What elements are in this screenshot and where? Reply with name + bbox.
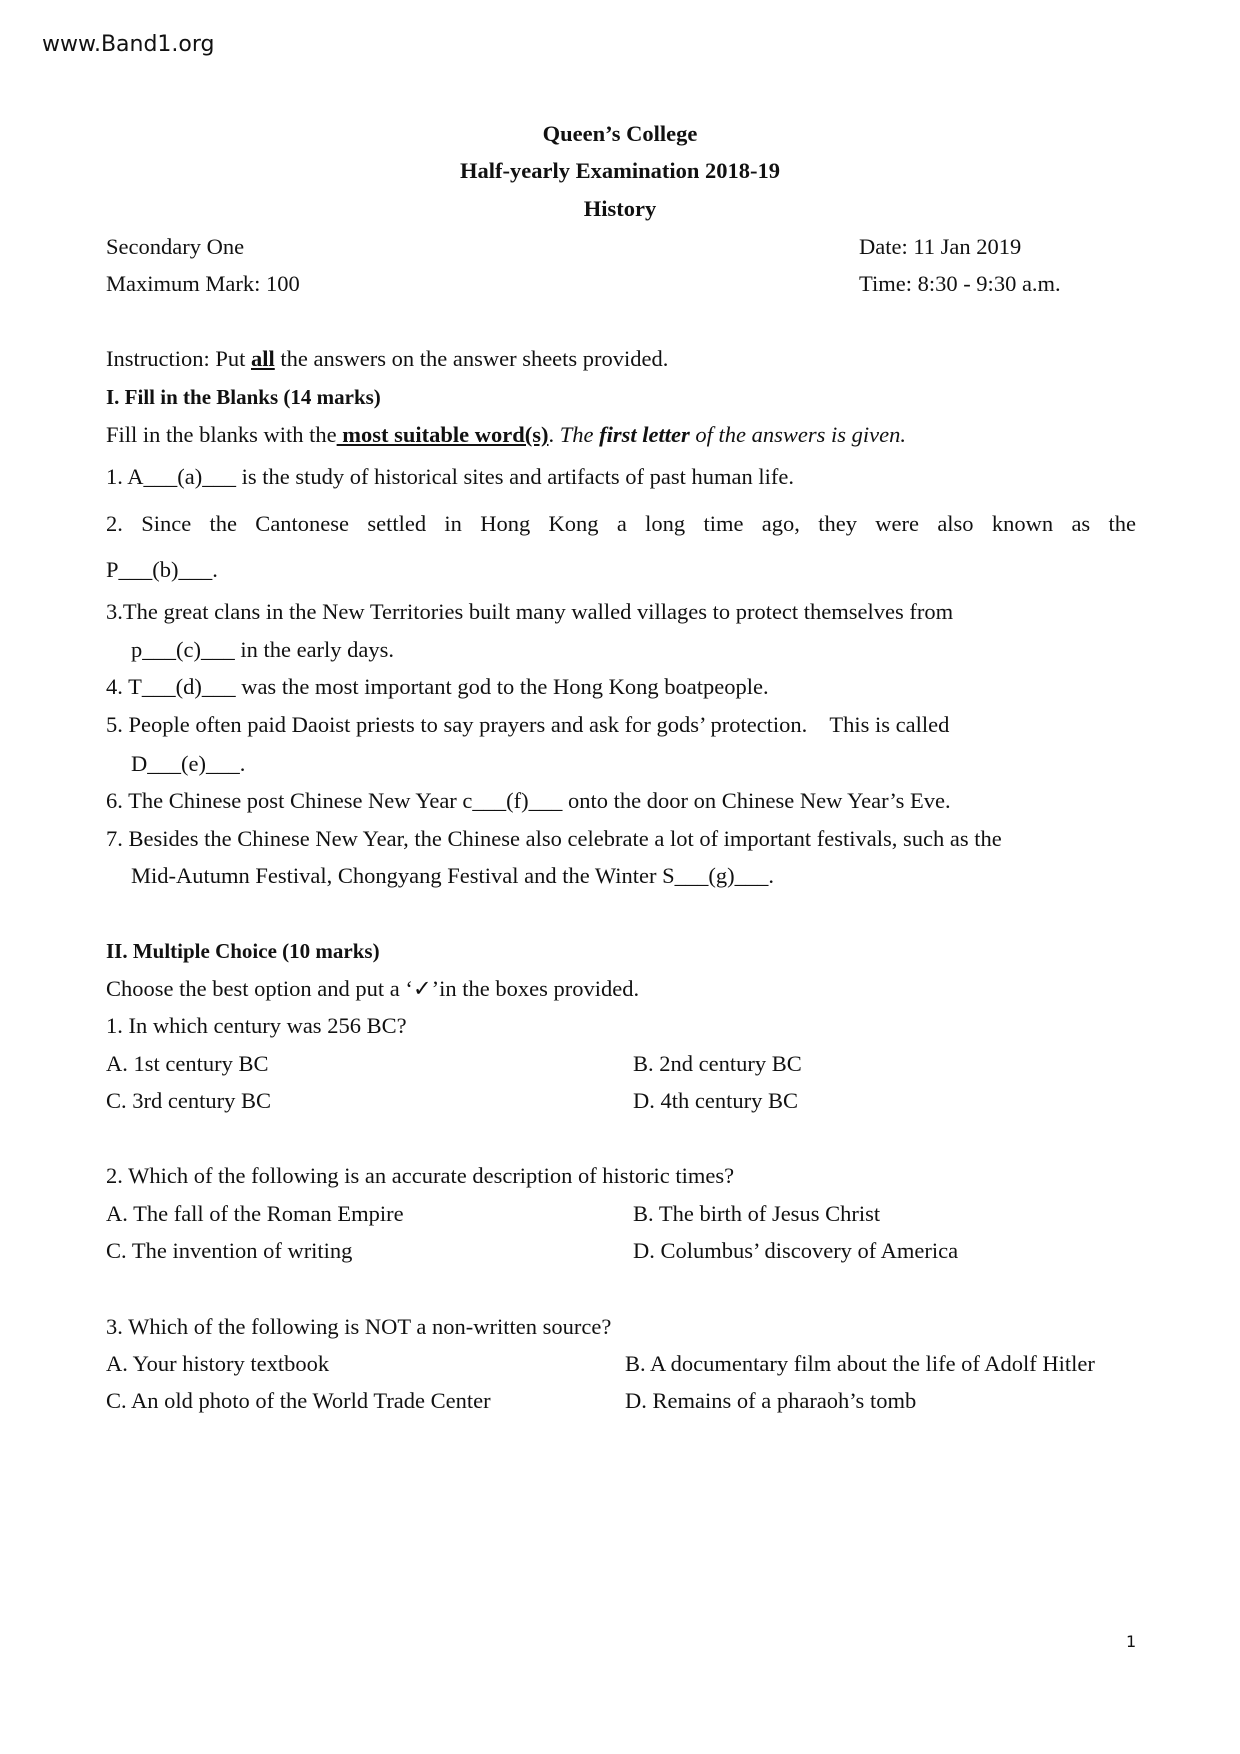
mc-option-c: C. 3rd century BC <box>106 1088 271 1113</box>
instruction-text: Instruction: Put <box>106 346 251 371</box>
mc-option-d: D. Columbus’ discovery of America <box>633 1238 959 1263</box>
fill-question-2-cont: P___(b)___. <box>106 557 218 582</box>
mc-option-a: A. The fall of the Roman Empire <box>106 1201 404 1226</box>
mc-question-3: 3. Which of the following is NOT a non-written source? <box>106 1314 612 1339</box>
desc-text: Fill in the blanks with the <box>106 422 337 447</box>
mc-option-a: A. 1st century BC <box>106 1051 269 1076</box>
fill-question-1: 1. A___(a)___ is the study of historical sites and artifacts of past human life. <box>106 464 794 489</box>
section1-description <box>106 424 906 447</box>
fill-question-7: 7. Besides the Chinese New Year, the Chinese also celebrate a lot of important festivals, such as the <box>106 826 1002 851</box>
instruction-text: the answers on the answer sheets provided. <box>274 346 669 371</box>
form-level: Secondary One <box>106 234 245 259</box>
mc-option-b: B. A documentary film about the life of Adolf Hitler <box>625 1351 1095 1376</box>
instruction <box>106 348 668 371</box>
fill-question-4: 4. T___(d)___ was the most important god to the Hong Kong boatpeople. <box>106 674 769 699</box>
fill-question-3: 3.The great clans in the New Territories built many walled villages to protect themselves from <box>106 599 954 624</box>
mc-question-2: 2. Which of the following is an accurate description of historic times? <box>106 1163 735 1188</box>
exam-date: Date: 11 Jan 2019 <box>859 234 1022 259</box>
desc-text: . <box>548 422 560 447</box>
fill-question-7-cont: Mid-Autumn Festival, Chongyang Festival and the Winter S___(g)___. <box>131 863 774 888</box>
mc-option-b: B. The birth of Jesus Christ <box>633 1201 881 1226</box>
page-number: 1 <box>1126 1632 1137 1651</box>
desc-emphasis: most suitable word(s) <box>336 422 549 447</box>
max-mark: Maximum Mark: 100 <box>106 271 300 296</box>
exam-title: Half-yearly Examination 2018-19 <box>460 158 780 183</box>
school-name: Queen’s College <box>542 121 698 146</box>
mc-option-a: A. Your history textbook <box>106 1351 330 1376</box>
mc-option-b: B. 2nd century BC <box>633 1051 802 1076</box>
mc-option-d: D. 4th century BC <box>633 1088 798 1113</box>
watermark: www.Band1.org <box>42 32 215 57</box>
mc-option-c: C. An old photo of the World Trade Center <box>106 1388 491 1413</box>
section1-title: I. Fill in the Blanks (14 marks) <box>106 385 381 409</box>
desc-italic: The <box>559 422 600 447</box>
section2-description: Choose the best option and put a ‘✓’in the boxes provided. <box>106 976 640 1001</box>
fill-question-6: 6. The Chinese post Chinese New Year c___(f)___ onto the door on Chinese New Year’s Eve. <box>106 788 951 813</box>
exam-time: Time: 8:30 - 9:30 a.m. <box>859 271 1061 296</box>
fill-question-5-cont: D___(e)___. <box>131 751 246 776</box>
fill-question-3-cont: p___(c)___ in the early days. <box>131 637 395 662</box>
instruction-emphasis: all <box>251 346 275 371</box>
mc-option-d: D. Remains of a pharaoh’s tomb <box>625 1388 917 1413</box>
fill-question-2: 2. Since the Cantonese settled in Hong Kong a long time ago, they were also known as the <box>106 511 1136 536</box>
section2-title: II. Multiple Choice (10 marks) <box>106 939 380 963</box>
fill-question-5: 5. People often paid Daoist priests to say prayers and ask for gods’ protection. This is called <box>106 712 950 737</box>
subject-title: History <box>583 196 657 221</box>
desc-italic: of the answers is given. <box>689 422 906 447</box>
mc-question-1: 1. In which century was 256 BC? <box>106 1013 407 1038</box>
mc-option-c: C. The invention of writing <box>106 1238 353 1263</box>
desc-italic-bold: first letter <box>599 422 690 447</box>
